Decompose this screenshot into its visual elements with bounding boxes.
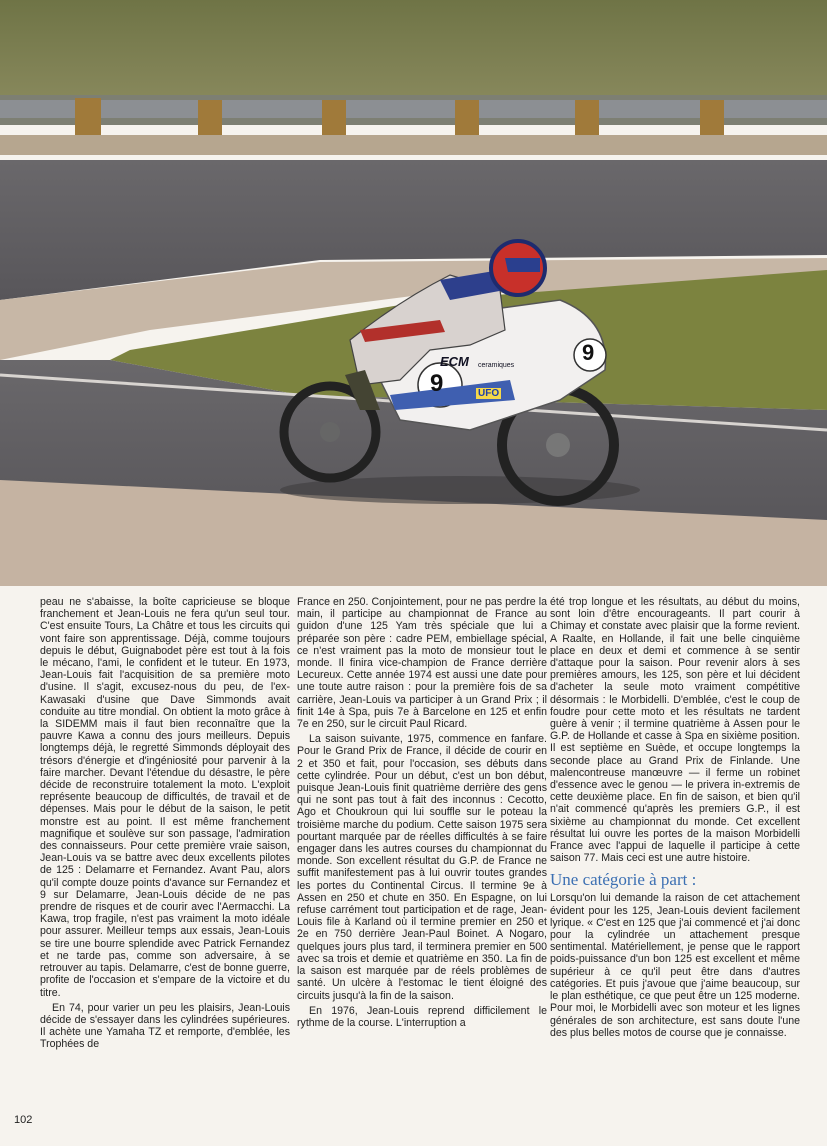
paragraph: peau ne s'abaisse, la boîte capricieuse se bloque franchement et Jean-Louis ne fera qu'un seul tour. C'est ensuite Tours, La Châtre et tous les circuits qui vont faire son apprentissage. Déjà, comme toujours depuis le début, Guignabodet père est tout à la fois le mécano, l'ami, le confident et le tuteur. En 1973, Jean-Louis fait l'acquisition de sa première moto d'usine. Il s'agit, excusez-nous du peu, de l'ex-Kawasaki d'usine que Dave Simmonds avait conduite au titre mondial. On obtient la moto grâce à la SIDEMM mais il faut bien reconnaître que la pauvre Kawa a connu des jours meilleurs. Depuis longtemps déjà, le regretté Simmonds déployait des trésors d'énergie et d'ingéniosité pour parvenir à la faire marcher. Devant l'étendue du désastre, le père décide de reconstruire totalement la moto. L'exploit représente beaucoup de difficultés, de travail et de dépenses. Mais pour le début de la saison, le petit monstre est au point. Il est même franchement magnifique et soulève sur son passage, l'admiration des connaisseurs. Pour cette première vraie saison, Jean-Louis va se battre avec deux excellents pilotes de 125 : Delamarre et Fernandez. Avant Pau, alors qu'il compte douze points d'avance sur Fernandez et 9 sur Delamarre, Jean-Louis décide de ne pas prendre de risques et de courir avec l'Aermacchi. La Kawa, trop fragile, n'est pas vraiment la moto idéale pour assurer. Meilleur temps aux essais, Jean-Louis se tire une bourre splendide avec Patrick Fernandez et ne tarde pas, comme son adversaire, à se retrouver au tapis. Delamarre, c'est de bonne guerre, profite de l'occasion et s'empare de la victoire et du titre.: [40, 596, 290, 999]
paragraph: En 74, pour varier un peu les plaisirs, Jean-Louis décide de s'essayer dans les cylindrées supérieures. Il achète une Yamaha TZ et remporte, d'emblée, les Trophées de: [40, 1001, 290, 1051]
fairing-sponsor-small-label: ceramiques: [478, 362, 515, 369]
fairing-number-label-front: 9: [582, 340, 595, 365]
article-column-2: [297, 596, 547, 1136]
fairing-sticker-label: UFO: [478, 388, 500, 399]
paragraph: France en 250. Conjointement, pour ne pas perdre la main, il participe au championnat de France au guidon d'une 125 Yam très spéciale que lui a préparée son père : cadre PEM, embiellage spécial, ce n'est vraiment pas la moto de monsieur tout le monde. Il finira vice-champion de France derrière Lecureux. Cette année 1974 est aussi une date pour une toute autre raison : pour la première fois de sa carrière, Jean-Louis va participer à un Grand Prix ; il finit 14e à Spa, puis 7e à Barcelone en 125 et enfin 7e en 250, sur le circuit Paul Ricard.: [297, 596, 547, 731]
fairing-sponsor-label: ECM: [440, 354, 469, 369]
paragraph: En 1976, Jean-Louis reprend difficilement le rythme de la course. L'interruption a: [297, 1004, 547, 1029]
section-heading: Une catégorie à part :: [550, 870, 697, 890]
page-number: 102: [14, 1114, 33, 1126]
article-column-3: [550, 596, 800, 1136]
paragraph: Lorsqu'on lui demande la raison de cet attachement évident pour les 125, Jean-Louis devient facilement lyrique. « C'est en 125 que j'ai commencé et j'ai donc pour la cylindrée un attachement presque sentimental. Matériellement, je pense que le rapport poids-puissance d'un bon 125 est excellent et même supérieur à ce qu'il peut être dans d'autres catégories. Et puis j'avoue que j'aime beaucoup, sur le plan esthétique, ce que peut être un 125 moderne. Pour moi, le Morbidelli avec son moteur et les lignes générales de son architecture, est sans doute l'une des plus belles motos de course que je connaisse.: [550, 892, 800, 1039]
paragraph: été trop longue et les résultats, au début du moins, sont loin d'être encourageants. Il part courir à Chimay et constate avec plaisir que la forme revient. A Raalte, en Hollande, il fait une belle cinquième place en deux et demi et commence à se sentir d'attaque pour la saison. Pour revenir alors à ses premières amours, les 125, son père et lui décident d'acheter la seule moto vraiment compétitive désormais : le Morbidelli. D'emblée, c'est le coup de foudre pour cette moto et les résultats ne tardent guère à venir ; il termine quatrième à Assen pour le G.P. de Hollande et casse à Spa en sixième position. Il est septième en Suède, et occupe longtemps la seconde place au Grand Prix de Finlande. Une malencontreuse manœuvre — il ferme un robinet d'essence avec le genou — le privera in-extremis de cette deuxième place. En fin de saison, et bien qu'il n'ait commencé qu'après les premiers G.P., il est sixième au championnat du monde. Cet excellent résultat lui ouvre les portes de la maison Morbidelli France avec l'appui de laquelle il participe à cette saison 77. Mais ceci est une autre histoire.: [550, 596, 800, 865]
paragraph: La saison suivante, 1975, commence en fanfare. Pour le Grand Prix de France, il décide de courir en 2 et 350 et fait, pour l'occasion, ses débuts dans cette cylindrée. Pour un début, c'est un bon début, puisque Jean-Louis finit quatrième derrière des gens qui ne sont pas tout à fait des inconnus : Cecotto, Ago et Choukroun qui lui souffle sur le poteau la troisième marche du podium. Cette saison 1975 sera pourtant marquée par de réelles difficultés à se faire engager dans les autres courses du championnat du monde. Son excellent résultat du G.P. de France ne suffit manifestement pas à lui ouvrir toutes grandes les portes du Continental Circus. Il termine 9e à Assen en 250 et chute en 350. En Espagne, on lui refuse carrément tout participation et de rage, Jean-Louis file à Karland où il termine premier en 250 et 2e en 750 derrière Jean-Paul Boinet. A Nogaro, quelques jours plus tard, il terminera premier en 500 avec sa trois et demie et quatrième en 350. La fin de la saison est marquée par de réels problèmes de santé. Un ulcère à l'estomac le tient éloigné des circuits jusqu'à la fin de la saison.: [297, 733, 547, 1002]
article-column-1: [40, 596, 290, 1136]
fairing-number-label: 9: [430, 370, 444, 397]
